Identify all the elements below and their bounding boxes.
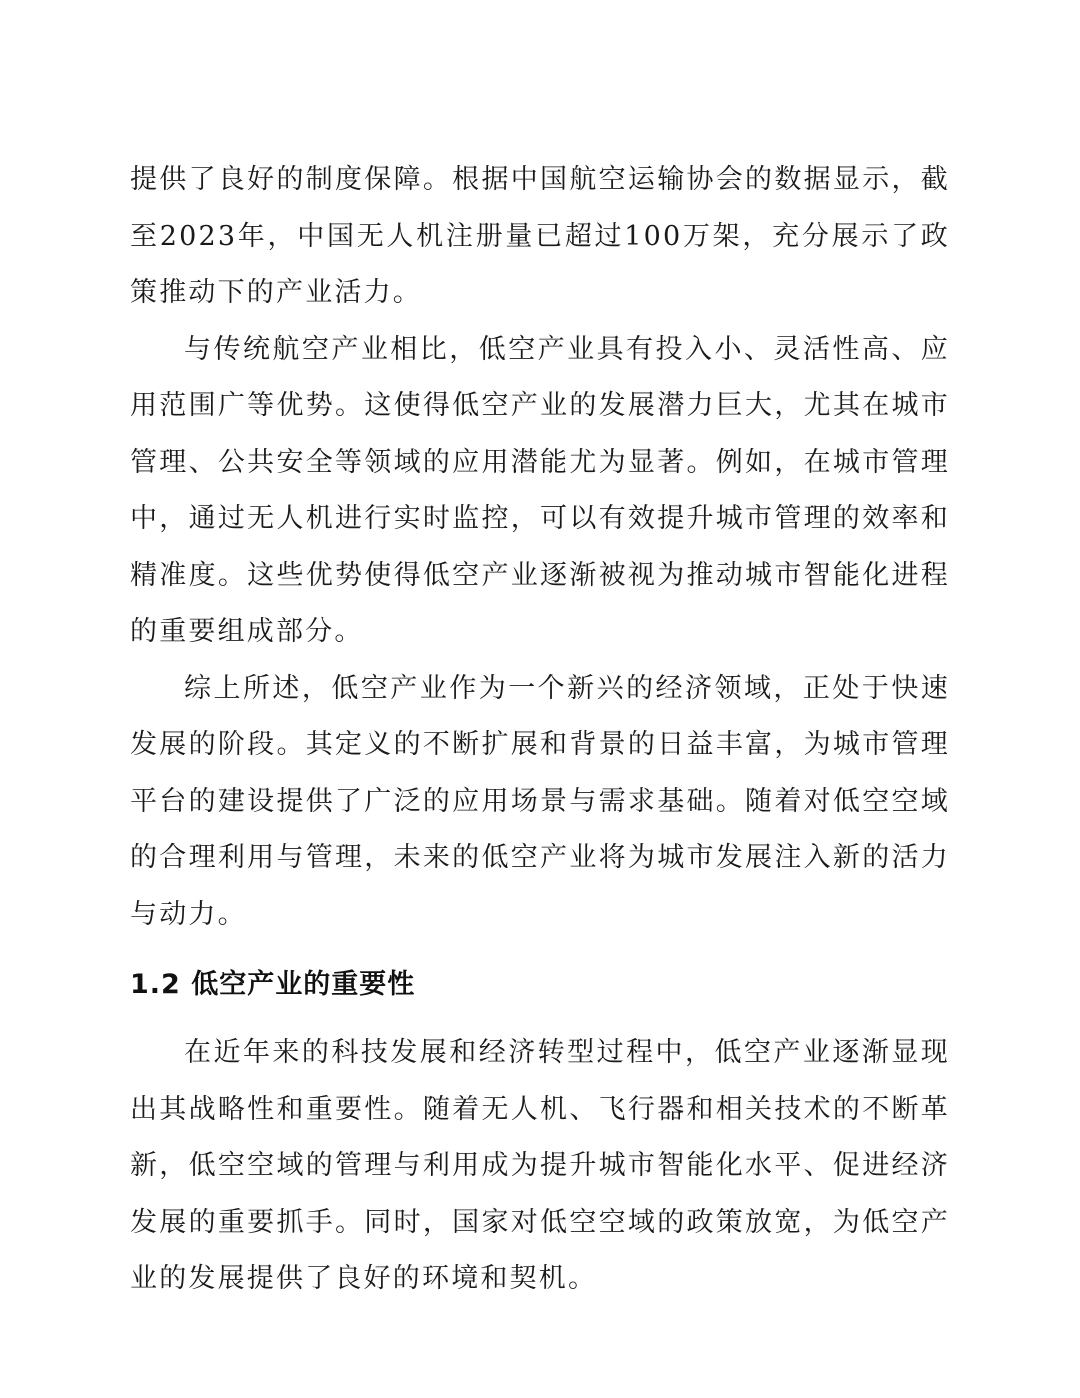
paragraph-advantages: 与传统航空产业相比，低空产业具有投入小、灵活性高、应用范围广等优势。这使得低空产业的发展潜力巨大，尤其在城市管理、公共安全等领域的应用潜能尤为显著。例如，在城市管理中，通过无人机进行实时监控，可以有效提升城市管理的效率和精准度。这些优势使得低空产业逐渐被视为推动城市智能化进程的重要组成部分。 [130, 333, 950, 647]
document-page [130, 152, 950, 1308]
paragraph-importance: 在近年来的科技发展和经济转型过程中，低空产业逐渐显现出其战略性和重要性。随着无人机、飞行器和相关技术的不断革新，低空空域的管理与利用成为提升城市智能化水平、促进经济发展的重要抓手。同时，国家对低空空域的政策放宽，为低空产业的发展提供了良好的环境和契机。 [130, 1037, 950, 1294]
paragraph-summary: 综上所述，低空产业作为一个新兴的经济领域，正处于快速发展的阶段。其定义的不断扩展和背景的日益丰富，为城市管理平台的建设提供了广泛的应用场景与需求基础。随着对低空空域的合理利用与管理，未来的低空产业将为城市发展注入新的活力与动力。 [130, 672, 950, 930]
section-heading: 1.2 低空产业的重要性 [130, 969, 416, 1000]
paragraph-continuation: 提供了良好的制度保障。根据中国航空运输协会的数据显示，截至2023年，中国无人机注册量已超过100万架，充分展示了政策推动下的产业活力。 [130, 164, 950, 308]
